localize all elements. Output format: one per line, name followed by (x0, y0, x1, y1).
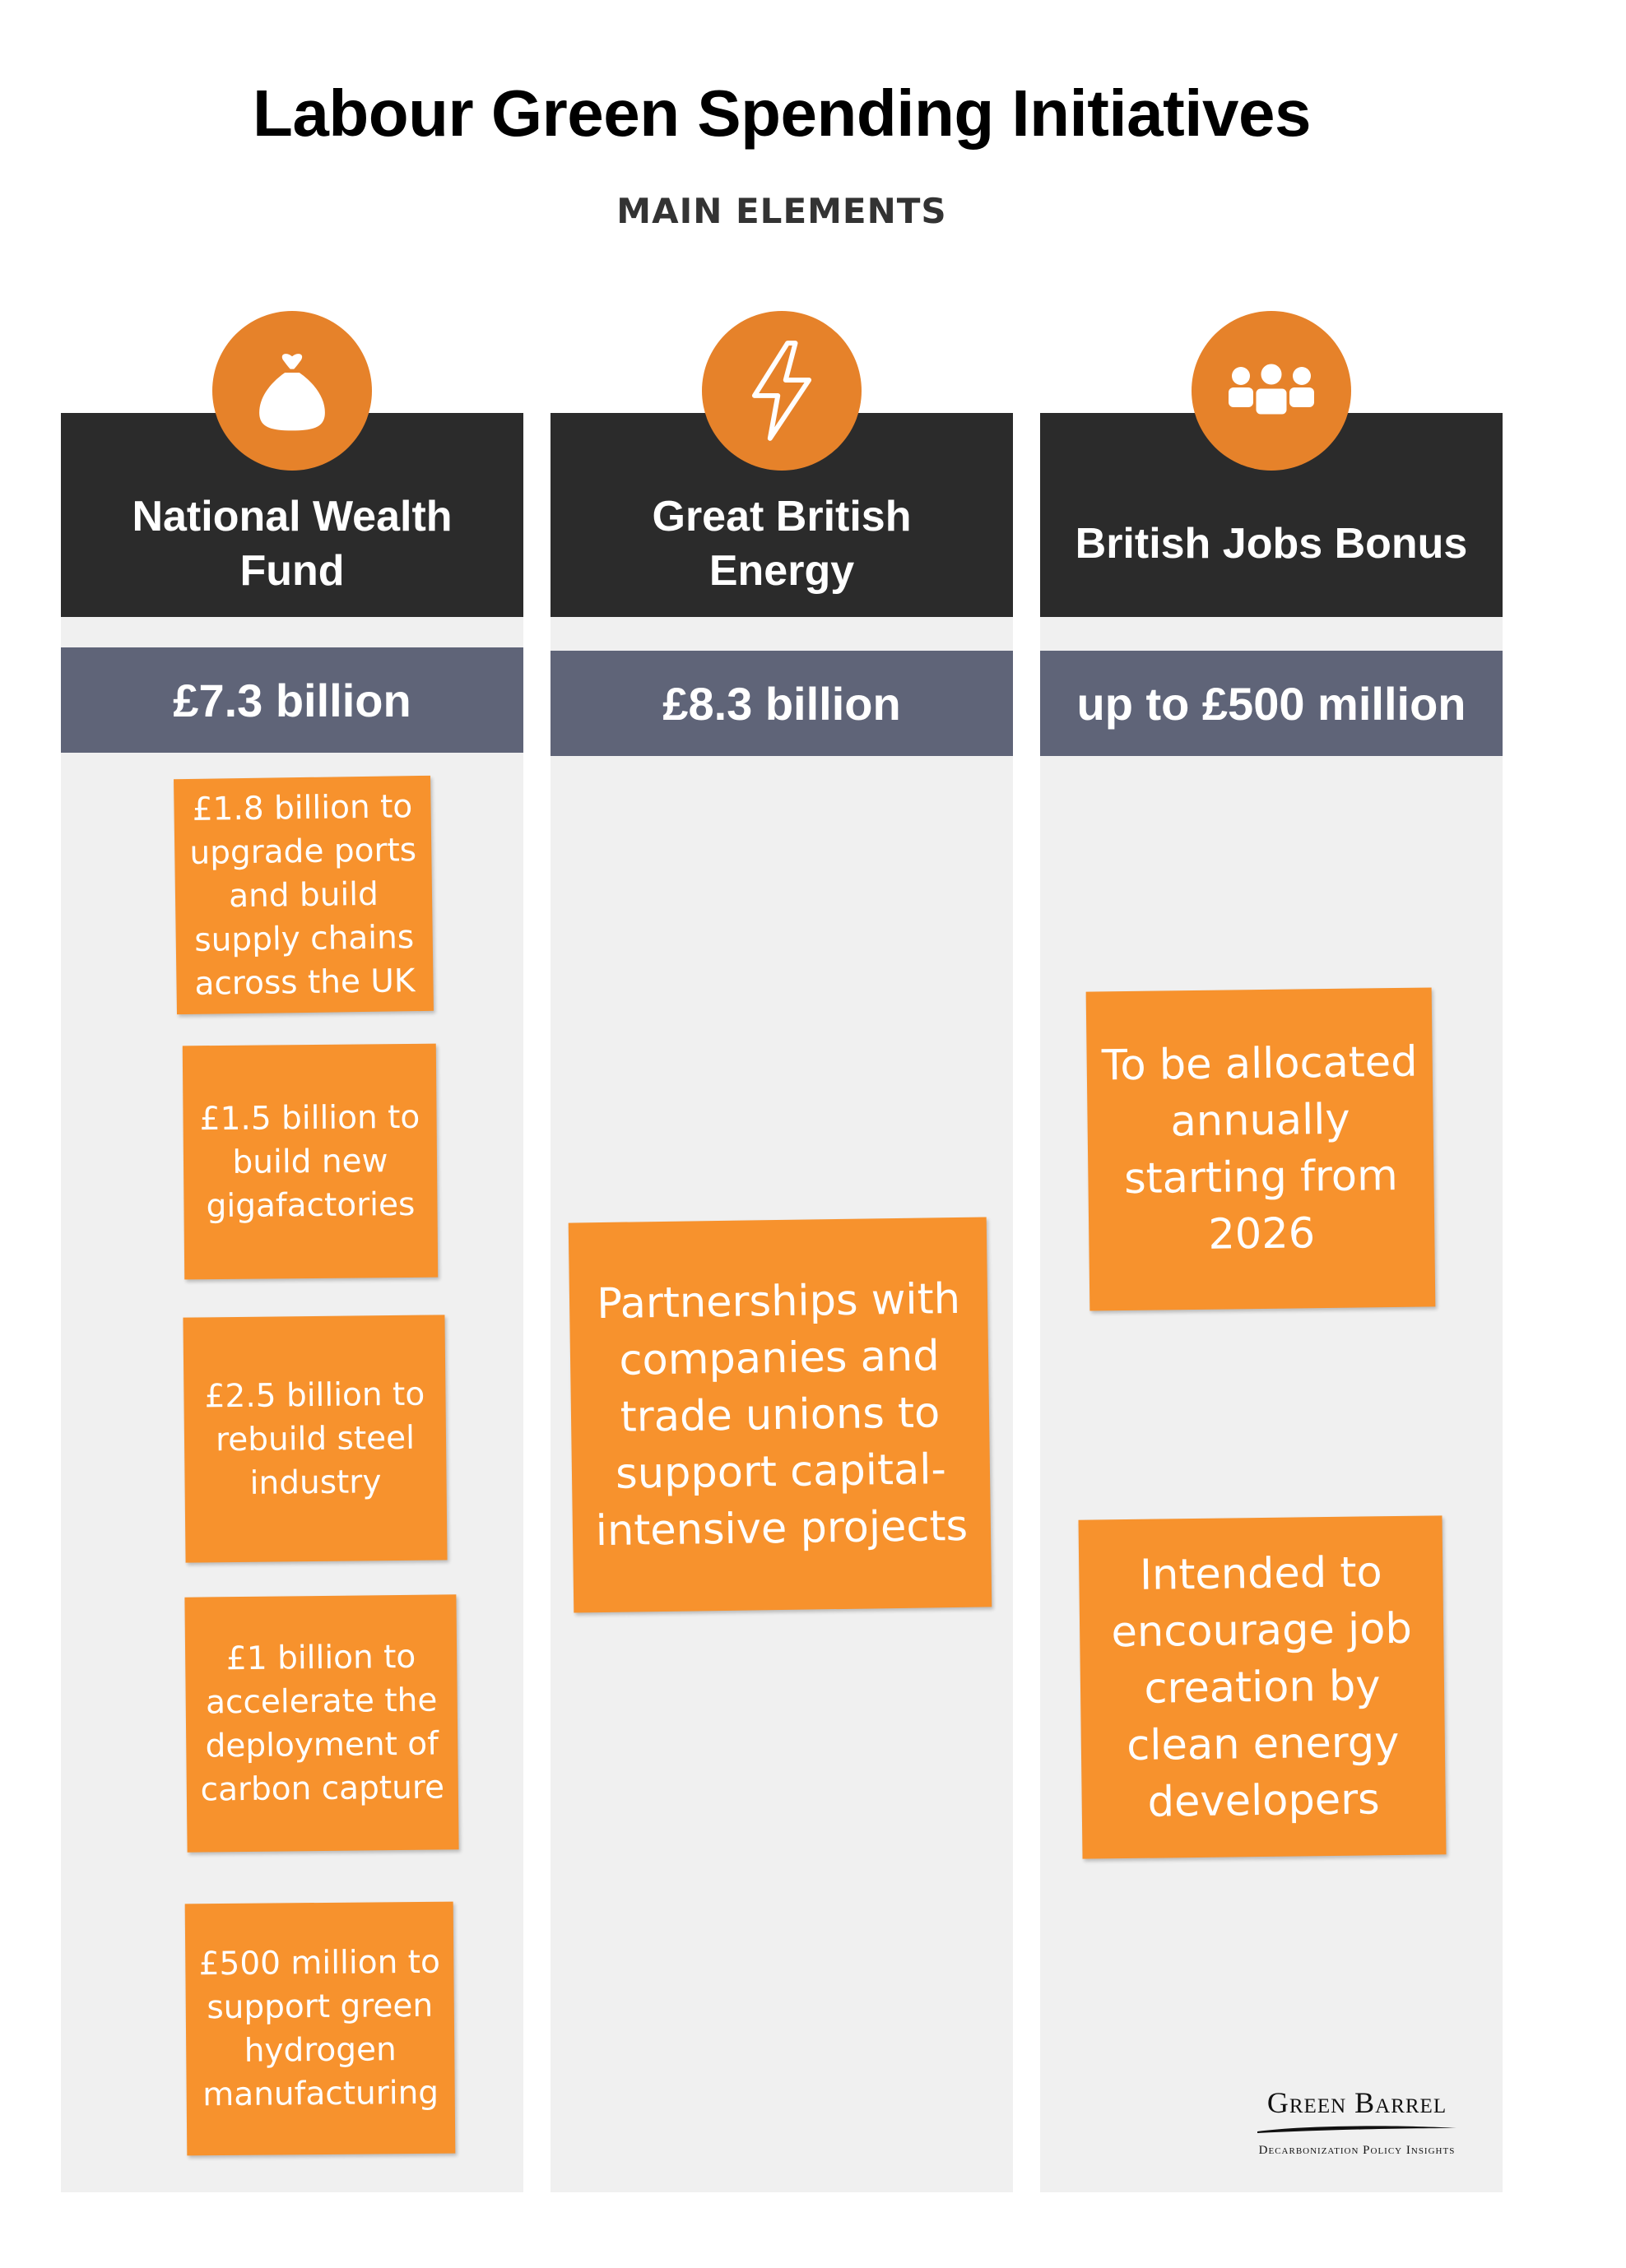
note-gigafactories: £1.5 billion to build new gigafactories (183, 1044, 438, 1280)
page-title: Labour Green Spending Initiatives (253, 77, 1311, 150)
amount-national-wealth-fund: £7.3 billion (61, 647, 523, 753)
money-bag-icon-circle (212, 311, 372, 471)
people-group-icon-circle (1192, 311, 1351, 471)
column-heading-national-wealth-fund: National Wealth Fund (61, 413, 523, 617)
lightning-bolt-icon-circle (702, 311, 862, 471)
logo-tagline: Decarbonization Policy Insights (1258, 2144, 1456, 2157)
lightning-bolt-icon (732, 337, 831, 444)
amount-british-jobs-bonus: up to £500 million (1040, 651, 1503, 756)
page-subtitle: MAIN ELEMENTS (616, 191, 947, 231)
people-group-icon (1218, 350, 1325, 432)
note-job-creation: Intended to encourage job creation by clean energy developers (1078, 1515, 1446, 1858)
amount-great-british-energy: £8.3 billion (551, 651, 1013, 756)
column-heading-british-jobs-bonus: British Jobs Bonus (1040, 413, 1503, 617)
note-ports-supply-chains: £1.8 billion to upgrade ports and build supply chains across the UK (174, 776, 434, 1014)
note-partnerships: Partnerships with companies and trade unions to support capital-intensive projects (569, 1217, 992, 1612)
note-allocated-annually: To be allocated annually starting from 2026 (1086, 987, 1436, 1310)
logo-swoosh-icon (1256, 2123, 1458, 2135)
logo-name: Green Barrel (1266, 2086, 1447, 2119)
note-carbon-capture: £1 billion to accelerate the deployment of carbon capture (184, 1594, 458, 1852)
column-british-jobs-bonus (1040, 613, 1503, 2192)
column-heading-great-british-energy: Great British Energy (551, 413, 1013, 617)
note-green-hydrogen: £500 million to support green hydrogen manufacturing (185, 1902, 456, 2156)
money-bag-icon (247, 346, 337, 436)
note-steel-industry: £2.5 billion to rebuild steel industry (183, 1315, 447, 1562)
green-barrel-logo (1249, 2085, 1465, 2158)
